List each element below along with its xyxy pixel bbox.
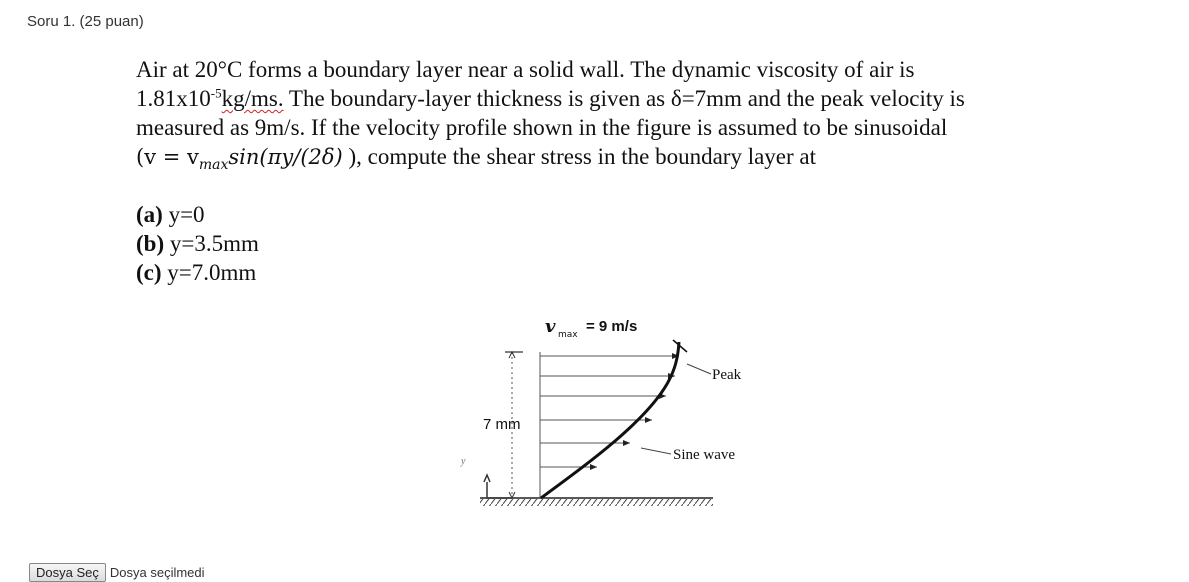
file-status: Dosya seçilmedi	[109, 565, 205, 580]
question-line-4-rest: ), compute the shear stress in the boundary layer at	[342, 144, 817, 169]
y-axis-label: y	[461, 456, 466, 467]
y-axis-arrow	[484, 475, 511, 498]
sine-leader	[641, 448, 671, 454]
peak-leader	[687, 364, 711, 374]
vmax-subscript: max	[558, 330, 578, 340]
part-a: (a) y=0	[136, 202, 205, 227]
wall-hatch	[480, 499, 713, 506]
question-line-4	[136, 142, 1096, 172]
question-title: Soru 1. (25 puan)	[27, 13, 144, 30]
vmax-value: = 9 m/s	[586, 318, 638, 335]
question-line-1: Air at 20°C forms a boundary layer near a solid wall. The dynamic viscosity of air is	[136, 57, 915, 82]
question-parts	[136, 200, 259, 287]
question-line-2	[136, 84, 1096, 113]
thickness-label: 7 mm	[483, 416, 521, 433]
question-text	[136, 55, 1096, 172]
part-b: (b) y=3.5mm	[136, 231, 259, 256]
viscosity-value: 1.81x10	[136, 86, 211, 111]
question-line-3: measured as 9m/s. If the velocity profile shown in the figure is assumed to be sinusoidal	[136, 115, 948, 140]
part-c: (c) y=7.0mm	[136, 260, 257, 285]
choose-file-button[interactable]: Dosya Seç	[29, 563, 106, 582]
vmax-symbol: v	[545, 316, 556, 337]
velocity-formula: ($v = v_{max}\sin(\pi y/(2\delta)$	[136, 145, 343, 174]
velocity-profile-figure	[455, 312, 765, 512]
question-line-2-rest: The boundary-layer thickness is given as δ=7mm and the peak velocity is	[283, 86, 965, 111]
viscosity-units: kg/ms.	[221, 86, 284, 111]
peak-label: Peak	[712, 367, 742, 383]
file-upload-row	[29, 563, 205, 582]
sine-label: Sine wave	[673, 447, 736, 463]
viscosity-exponent: -5	[210, 85, 222, 101]
